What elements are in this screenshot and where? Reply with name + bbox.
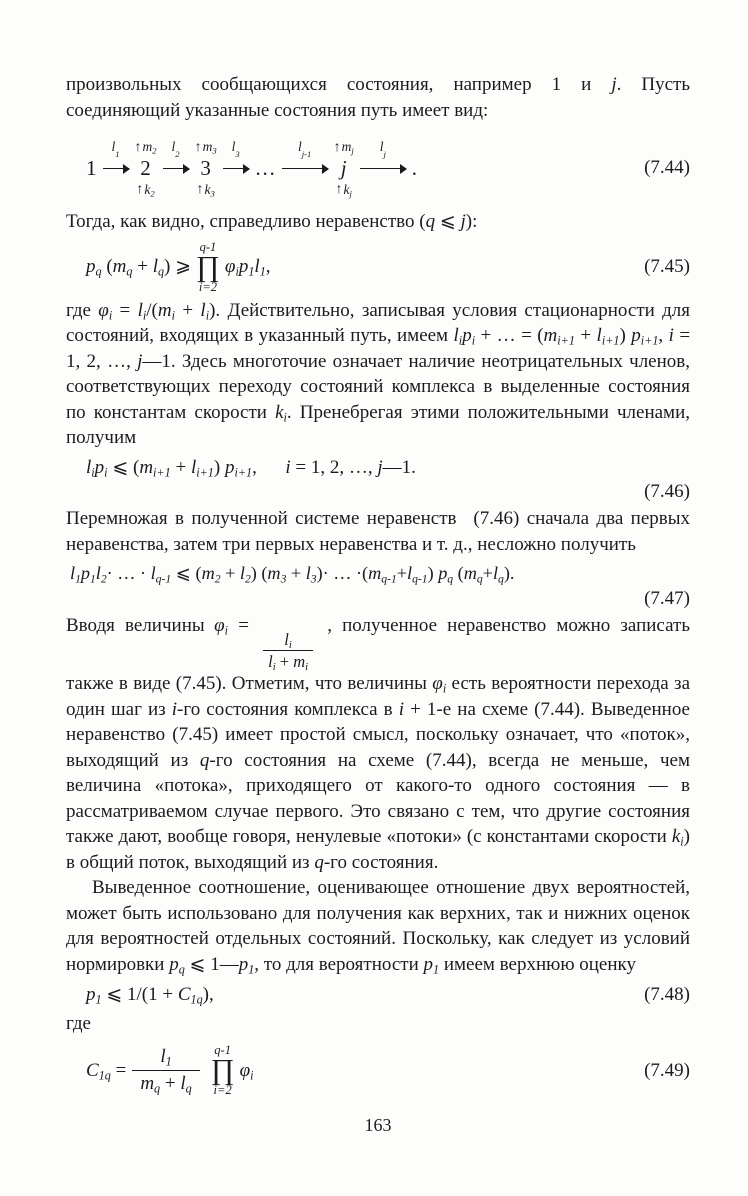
up-arrow-icon: ↑ <box>134 139 142 155</box>
paragraph-stationarity: где $\varphi_i = l_i/(m_i + l_i)$. Действительно, записывая условия стационарности для состояний, входящих в указанный путь, имеем $l_ip_i$ + … = $(m_{i+1} + l_{i+1})$ $p_{i+1}$, i = 1, 2, …, j—1. Здесь многоточие означает наличие неотрицательных членов, соответствующих переходу состояний комплекса в выделенные состояния по константам скорости $k_i$. Пренебрегая этими положительными членами, получим <box>66 299 691 448</box>
paragraph-introducing-phi: Вводя величины $\varphi_i$ = $\frac{l_i}{l_i + m_i}$ , полученное неравенство можно записать также в виде (7.45). Отметим, что величины $\varphi_i$ есть вероятности перехода за один шаг из i-го состояния комплекса в i + 1-е на схеме (7.44). Выведенное неравенство (7.45) имеет простой смысл, поскольку означает, что «поток», выходящий из q-го состояния на схеме (7.44), всегда не меньше, чем величина «потока», приходящего от какого-то одного состояния — в рассматриваемом случае первого. Это связано с тем, что другие состояния также дают, вообще говоря, ненулевые «потоки» (с константами скорости $k_i$) в общий поток, выходящий из q-го состояния. <box>66 614 691 873</box>
chain-node-2: ↑ $m_2$ 2 ↑ $k_2$ <box>134 138 157 199</box>
equation-7-48: $p_1$ ⩽ $1/(1 + C_{1q})$, (7.48) <box>86 984 690 1008</box>
paragraph-continuation: произвольных сообщающихся состояния, например 1 и j. Пусть соединяющий указанные состояния путь имеет вид: <box>66 74 691 121</box>
up-arrow-icon: ↑ <box>335 181 343 197</box>
equation-number: (7.46) <box>644 481 690 502</box>
equation-7-44 <box>66 132 690 204</box>
up-arrow-icon: ↑ <box>194 139 202 155</box>
chain-arrow-lj-1: l j-1 <box>282 132 328 204</box>
paragraph-derived-relation: Выведенное соотношение, оценивающее отношение двух вероятностей, может быть использовано для получения как верхних, так и нижних оценок для вероятностей отдельных состояний. Поскольку, как следует из условий нормировки $p_q$ ⩽ $1—p_1$, то для вероятности $p_1$ имеем верхнюю оценку <box>66 877 690 977</box>
right-arrow-icon <box>103 168 129 170</box>
equation-7-47: $l_1p_1l_2\cdot$ … · $l_{q-1}$ ⩽ $(m_2 + l_2) (m_3 + l_3)\cdot$ … $\cdot(m_{q-1}+l_{q-1})$ $p_q$ $(m_q+l_q)$. (7.47) <box>70 563 690 609</box>
right-arrow-icon <box>223 168 249 170</box>
chain-ellipsis: … <box>254 155 276 180</box>
paragraph-where: где <box>66 1012 91 1034</box>
paragraph-multiplying: Перемножая в полученной системе неравенств (7.46) сначала два первых неравенства, затем три первых неравенства и т. д., несложно получить <box>66 508 690 555</box>
chain-node-3: ↑ $m_3$ 3 ↑ $k_3$ <box>194 138 217 199</box>
chain-node-1: 1 <box>86 155 97 180</box>
up-arrow-icon: ↑ <box>136 181 144 197</box>
equation-number: (7.47) <box>644 587 690 609</box>
equation-number: (7.48) <box>644 984 690 1006</box>
right-arrow-icon <box>163 168 189 170</box>
chain-period: . <box>411 155 418 180</box>
product-symbol: ∏ <box>210 1054 235 1087</box>
right-arrow-icon <box>282 168 328 170</box>
inline-fraction: $\frac{l_i}{l_i + m_i}$ <box>263 630 313 672</box>
product-operator: q-1 ∏ i=2 <box>210 1043 235 1098</box>
chain-arrow-lj: l j <box>360 132 406 204</box>
chain-arrow-l1: l 1 <box>103 132 129 204</box>
equation-7-45: $p_q$ $(m_q + l_q)$ ⩾ q-1 ∏ i=2 $\varphi_ip_1l_1$, (7.45) <box>86 239 690 294</box>
equation-number: (7.45) <box>644 256 690 278</box>
page-number: 163 <box>364 1115 392 1136</box>
state-chain-diagram <box>86 132 417 204</box>
paragraph-inequality-lead: Тогда, как видно, справедливо неравенство (q ⩽ j): <box>66 211 478 232</box>
chain-arrow-l2: l 2 <box>163 132 189 204</box>
chain-arrow-l3: l 3 <box>223 132 249 204</box>
right-arrow-icon <box>360 168 406 170</box>
display-fraction: $\frac{l_1}{m_q + l_q}$ <box>132 1046 199 1097</box>
product-operator: q-1 ∏ i=2 <box>196 239 220 294</box>
equation-number: (7.49) <box>644 1060 690 1082</box>
up-arrow-icon: ↑ <box>333 139 341 155</box>
equation-7-46: $l_ip_i$ ⩽ $(m_{i+1} + l_{i+1})$ $p_{i+1}$, i = 1, 2, …, j—1. (7.46) <box>86 456 690 502</box>
product-symbol: ∏ <box>196 250 220 283</box>
up-arrow-icon: ↑ <box>196 181 204 197</box>
equation-number: (7.44) <box>644 157 690 179</box>
equation-7-49: $C_{1q}$ = $\frac{l_1}{m_q + l_q}$ q-1 ∏ i=2 $\varphi_i$ (7.49) <box>86 1043 690 1098</box>
chain-node-j: ↑ $m_j$ j ↑ $k_j$ <box>333 138 354 199</box>
